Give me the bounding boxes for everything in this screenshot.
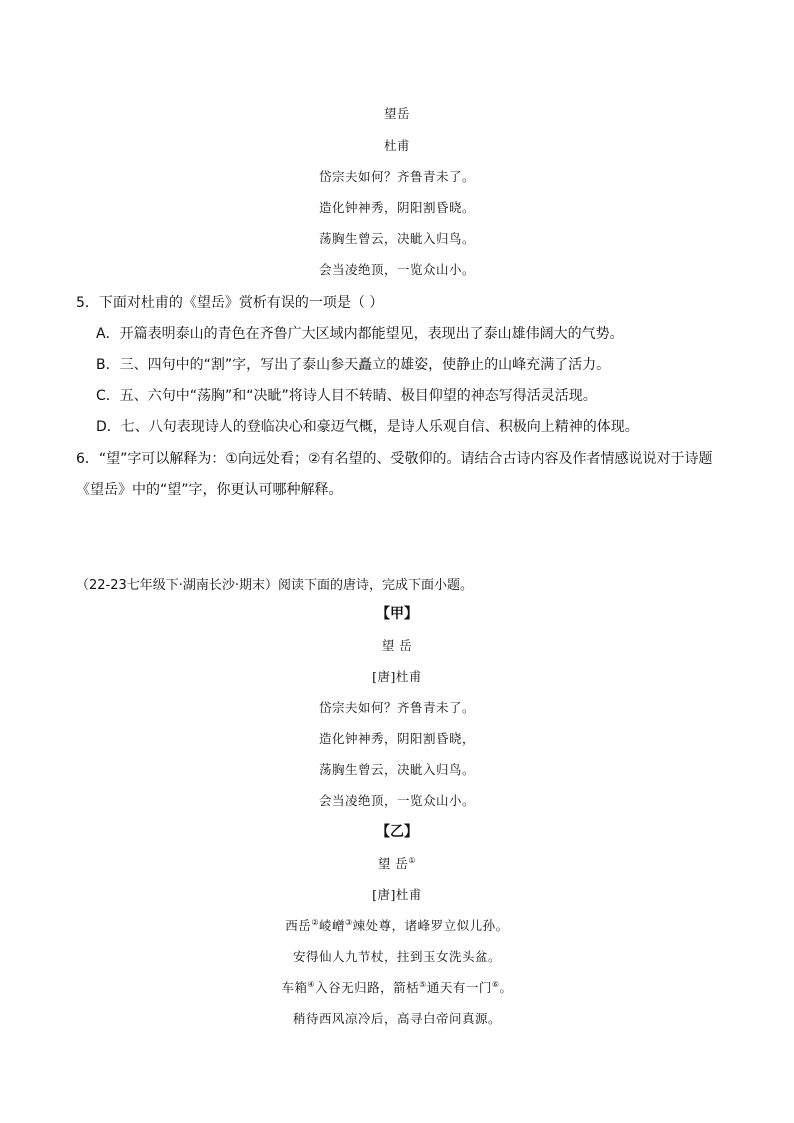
question-6-line2: 《望岳》中的“望”字，你更认可哪种解释。 [76,482,343,498]
jia-title: 望 岳 [381,638,413,653]
yi-line-text: 崚嶒 [318,918,345,933]
jia-line: 会当凌绝顶，一览众山小。 [318,793,475,808]
jia-label: 【甲】 [376,606,418,622]
yi-line-text: 入谷无归路，箭栝 [315,980,420,995]
poem-line: 造化钟神秀，阴阳割昏晓。 [318,200,475,215]
jia-line: 造化钟神秀，阴阳割昏晓， [318,731,475,746]
yi-line-text: 稍待西风凉冷后，高寻白帝问真源。 [292,1011,501,1026]
question-5-stem: 5．下面对杜甫的《望岳》赏析有误的一项是（ ） [76,295,384,311]
poem-title: 望岳 [383,106,410,121]
section-source: （22-23七年级下·湖南长沙·期末）阅读下面的唐诗，完成下面小题。 [76,578,474,593]
footnote-marker: ③ [345,917,353,927]
yi-line-text: 竦处尊，诸峰罗立似儿孙。 [352,918,509,933]
yi-line [0,947,794,965]
jia-author: [唐]杜甫 [372,669,422,684]
poem-line: 荡胸生曾云，决眦入归鸟。 [318,231,475,246]
question-5-option-b: B．三、四句中的“割”字，写出了泰山参天矗立的雄姿，使静止的山峰充满了活力。 [96,357,611,373]
yi-line-text: 通天有一门 [426,980,492,995]
question-5-option-d: D．七、八句表现诗人的登临决心和豪迈气概，是诗人乐观自信、积极向上精神的体现。 [96,419,639,435]
poem-line: 岱宗夫如何？齐鲁青未了。 [318,169,475,184]
yi-line-text: 西岳 [285,918,312,933]
yi-line [0,978,794,996]
footnote-marker: ④ [307,979,316,989]
yi-line [0,1009,794,1027]
jia-line: 岱宗夫如何？齐鲁青未了。 [318,700,475,715]
yi-line-text: 。 [499,980,513,995]
yi-author: [唐]杜甫 [372,887,422,902]
yi-title-row [0,854,794,872]
footnote-marker: ⑤ [419,979,427,989]
jia-line: 荡胸生曾云，决眦入归鸟。 [318,762,475,777]
question-6-line1: 6．“望”字可以解释为：①向远处看；②有名望的、受敬仰的。请结合古诗内容及作者情感说说对于诗题 [76,451,713,467]
footnote-marker: ⑥ [491,979,500,989]
yi-line-text: 车箱 [281,980,308,995]
footnote-marker: ① [408,855,417,865]
yi-label: 【乙】 [376,824,418,840]
poem-line: 会当凌绝顶，一览众山小。 [318,262,475,277]
poem-author: 杜甫 [383,138,410,153]
footnote-marker: ② [311,917,319,927]
yi-title: 望 岳 [377,856,409,871]
question-5-option-c: C．五、六句中“荡胸”和“决眦”将诗人目不转睛、极目仰望的神态写得活灵活现。 [96,388,597,404]
yi-line [0,916,794,934]
yi-line-text: 安得仙人九节杖，拄到玉女洗头盆。 [292,949,501,964]
question-5-option-a: A．开篇表明泰山的青色在齐鲁广大区域内都能望见，表现出了泰山雄伟阔大的气势。 [96,326,624,342]
